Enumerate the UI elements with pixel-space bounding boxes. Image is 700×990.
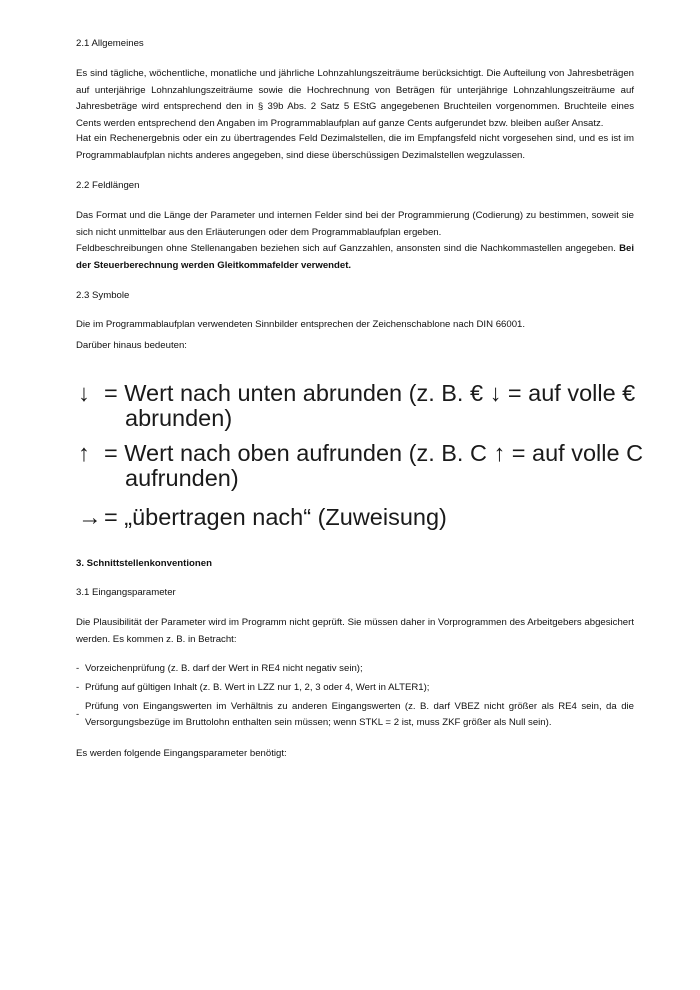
section-3-1-heading: 3.1 Eingangsparameter <box>76 587 176 598</box>
section-2-2-paragraph-2-bold: Bei der Steuerberechnung werden Gleitkommafelder verwendet. <box>76 243 634 271</box>
symbol-round-down-line-1 <box>78 381 635 406</box>
section-2-2-heading: 2.2 Feldlängen <box>76 180 140 191</box>
symbol-round-up-text: = Wert nach oben aufrunden (z. B. C ↑ = auf volle C <box>104 440 644 466</box>
list-item-text: Vorzeichenprüfung (z. B. darf der Wert in RE4 nicht negativ sein); <box>85 663 363 674</box>
list-item <box>76 680 634 696</box>
symbol-round-up <box>78 441 643 491</box>
section-3-1-paragraph-2: Es werden folgende Eingangsparameter benötigt: <box>76 748 287 759</box>
list-bullet: - <box>76 663 80 674</box>
list-item <box>76 661 634 677</box>
list-item-text: Prüfung von Eingangswerten im Verhältnis zu anderen Eingangswerten (z. B. darf VBEZ nicht größer als RE4 sein, da die Versorgungsbezüge im Bruttolohn enthalten sein müssen; wenn STKL = 2 ist, muss ZKF größer als Null sein). <box>85 701 634 728</box>
symbol-round-down-text: = Wert nach unten abrunden (z. B. € ↓ = auf volle € <box>104 380 636 406</box>
section-2-2-paragraph-2 <box>76 241 634 274</box>
section-2-2-paragraph-2-text: Feldbeschreibungen ohne Stellenangaben beziehen sich auf Ganzzahlen, ansonsten sind die Nachkommastellen angegeben. <box>76 243 620 254</box>
section-3-heading: 3. Schnittstellenkonventionen <box>76 558 212 569</box>
section-3-1-paragraph-1: Die Plausibilität der Parameter wird im Programm nicht geprüft. Sie müssen daher in Vorprogrammen des Arbeitgebers abgesichert werden. Es kommen z. B. in Betracht: <box>76 617 634 645</box>
list-bullet: - <box>76 709 80 720</box>
section-2-1-paragraph-2: Hat ein Rechenergebnis oder ein zu übertragendes Feld Dezimalstellen, die im Empfangsfeld nicht vorgesehen sind, und es ist im Programmablaufplan nichts anderes angegeben, sind diese überschüssigen Dezimalstellen wegzulassen. <box>76 133 634 161</box>
section-2-1-paragraph-1: Es sind tägliche, wöchentliche, monatliche und jährliche Lohnzahlungszeiträume berücksichtigt. Die Aufteilung von Jahresbeträgen auf unterjährige Lohnzahlungszeiträume sowie die Hochrechnung von Beträgen für unterjährige Lohnzahlungszeiträume auf Jahresbeträge wird entsprechend den in § 39b Abs. 2 Satz 5 EStG angegebenen Bruchteilen vorgenommen. Bruchteile eines Cents werden entsprechend den Angaben im Programmablaufplan auf ganze Cents aufgerundet bzw. bleiben außer Ansatz. <box>76 68 634 129</box>
arrow-up-icon: ↑ <box>78 440 90 466</box>
symbol-round-down <box>78 381 635 431</box>
section-2-3-heading: 2.3 Symbole <box>76 290 130 301</box>
list-item-text: Prüfung auf gültigen Inhalt (z. B. Wert in LZZ nur 1, 2, 3 oder 4, Wert in ALTER1); <box>85 682 430 693</box>
list-item <box>76 699 634 731</box>
arrow-down-icon: ↓ <box>78 380 90 406</box>
symbol-round-up-line-1 <box>78 441 643 466</box>
symbol-round-down-line-2: abrunden) <box>125 405 233 431</box>
symbol-round-up-line-2: aufrunden) <box>125 465 239 491</box>
section-2-3-paragraph-2: Darüber hinaus bedeuten: <box>76 340 187 351</box>
symbol-assignment <box>78 505 447 530</box>
symbol-assignment-text: = „übertragen nach“ (Zuweisung) <box>104 504 447 530</box>
section-2-2-paragraph-1: Das Format und die Länge der Parameter und internen Felder sind bei der Programmierung (Codierung) zu bestimmen, soweit sie sich nicht unmittelbar aus den Erläuterungen oder dem Programmablaufplan ergeben. <box>76 210 634 238</box>
arrow-right-icon: → <box>78 504 102 530</box>
symbol-assignment-line-1 <box>78 505 447 530</box>
list-bullet: - <box>76 682 80 693</box>
section-2-1-heading: 2.1 Allgemeines <box>76 38 144 49</box>
section-2-3-paragraph-1: Die im Programmablaufplan verwendeten Sinnbilder entsprechen der Zeichenschablone nach DIN 66001. <box>76 319 526 330</box>
